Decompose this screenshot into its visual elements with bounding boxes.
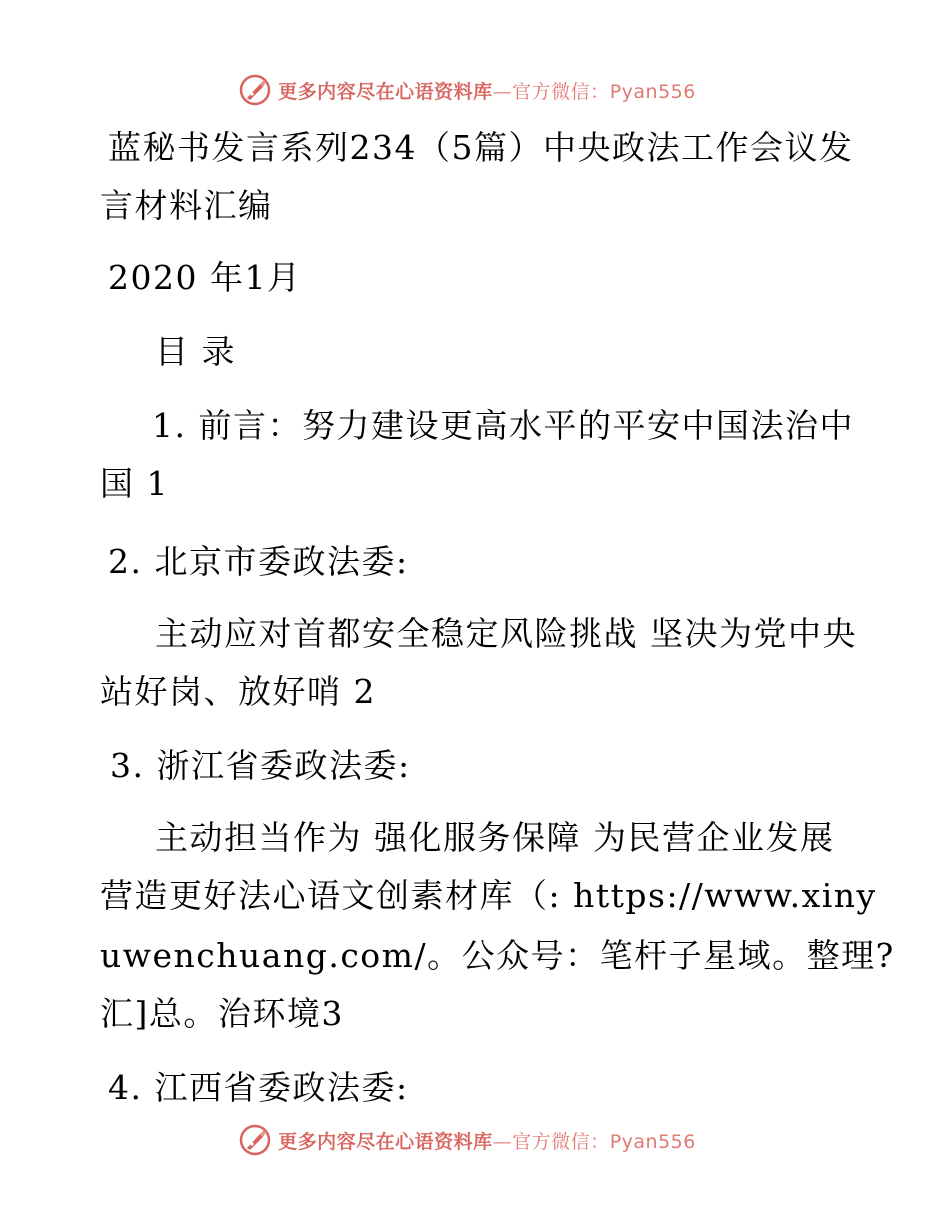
watermark-dash: — (492, 80, 513, 103)
toc-heading: 目 录 (155, 332, 236, 371)
toc-item-3-line-4: 汇]总。治环境3 (100, 994, 344, 1033)
watermark-site-text: 更多内容尽在心语资料库 (278, 1130, 493, 1153)
watermark-wechat-id: Pyan556 (609, 80, 696, 103)
document-date: 2020 年1月 (108, 258, 302, 297)
toc-item-3-line-1: 主动担当作为 强化服务保障 为民营企业发展 (155, 818, 835, 857)
toc-item-3-heading: 3. 浙江省委政法委: (110, 746, 411, 785)
toc-item-4-heading: 4. 江西省委政法委: (108, 1068, 409, 1107)
watermark-banner-bottom (0, 1120, 950, 1160)
watermark-site-text: 更多内容尽在心语资料库 (278, 80, 493, 103)
document-title-line-2: 言材料汇编 (100, 186, 273, 225)
watermark-wechat-label: 官方微信： (512, 80, 610, 103)
toc-item-2-heading: 2. 北京市委政法委: (108, 542, 409, 581)
toc-item-3-line-2: 营造更好法心语文创素材库（: https://www.xiny (100, 876, 877, 915)
watermark-dash: — (492, 1130, 513, 1153)
toc-item-2-line-2: 站好岗、放好哨 2 (100, 672, 376, 711)
toc-item-1-line-1: 1. 前言：努力建设更高水平的平安中国法治中 (152, 406, 854, 445)
toc-item-2-line-1: 主动应对首都安全稳定风险挑战 坚决为党中央 (155, 614, 857, 653)
toc-item-1-line-2: 国 1 (100, 464, 169, 503)
document-title-line-1: 蓝秘书发言系列234（5篇）中央政法工作会议发 (108, 128, 854, 167)
watermark-text (278, 1127, 696, 1154)
watermark-wechat-label: 官方微信： (512, 1130, 610, 1153)
toc-item-3-line-3: uwenchuang.com/。公众号：笔杆子星域。整理? (100, 936, 895, 975)
watermark-wechat-id: Pyan556 (609, 1130, 696, 1153)
pen-nib-icon (238, 1123, 272, 1157)
